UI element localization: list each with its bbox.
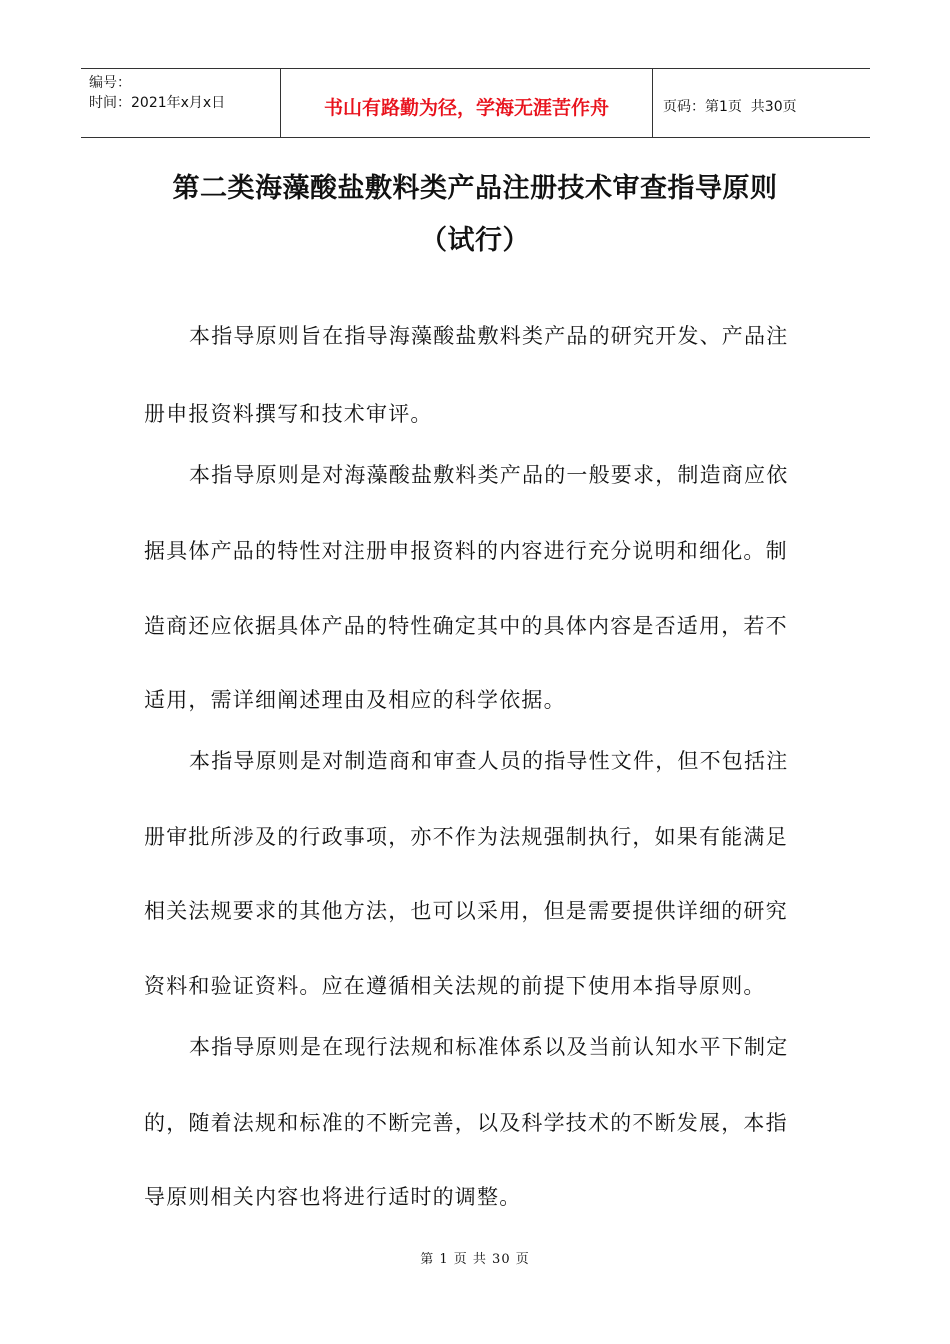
page-info-text: 页码：第1页 共30页 bbox=[663, 99, 797, 115]
serial-number-label: 编号： bbox=[89, 75, 131, 91]
paragraph-line: 据具体产品的特性对注册申报资料的内容进行充分说明和细化。制 bbox=[144, 539, 788, 563]
date-label: 时间：2021年x月x日 bbox=[89, 95, 226, 111]
document-subtitle: （试行） bbox=[420, 225, 530, 256]
paragraph-line: 导原则相关内容也将进行适时的调整。 bbox=[144, 1185, 522, 1209]
page-header bbox=[81, 68, 870, 138]
paragraph-line: 相关法规要求的其他方法，也可以采用，但是需要提供详细的研究 bbox=[144, 899, 788, 923]
page-footer: 第 1 页 共 30 页 bbox=[420, 1252, 530, 1267]
header-motto: 书山有路勤为径，学海无涯苦作舟 bbox=[281, 69, 653, 137]
paragraph-line: 册申报资料撰写和技术审评。 bbox=[144, 402, 433, 426]
paragraph-line: 本指导原则是在现行法规和标准体系以及当前认知水平下制定 bbox=[189, 1035, 789, 1059]
paragraph-line: 造商还应依据具体产品的特性确定其中的具体内容是否适用，若不 bbox=[144, 614, 788, 638]
paragraph-line: 适用，需详细阐述理由及相应的科学依据。 bbox=[144, 688, 566, 712]
document-title: 第二类海藻酸盐敷料类产品注册技术审查指导原则 bbox=[172, 173, 778, 204]
paragraph-line: 本指导原则是对海藻酸盐敷料类产品的一般要求，制造商应依 bbox=[189, 463, 789, 487]
paragraph-line: 本指导原则旨在指导海藻酸盐敷料类产品的研究开发、产品注 bbox=[189, 324, 789, 348]
paragraph-line: 册审批所涉及的行政事项，亦不作为法规强制执行，如果有能满足 bbox=[144, 825, 788, 849]
paragraph-line: 本指导原则是对制造商和审查人员的指导性文件，但不包括注 bbox=[189, 749, 789, 773]
paragraph-line: 的，随着法规和标准的不断完善，以及科学技术的不断发展，本指 bbox=[144, 1111, 788, 1135]
header-page-info bbox=[653, 69, 870, 137]
header-meta bbox=[81, 69, 281, 137]
paragraph-line: 资料和验证资料。应在遵循相关法规的前提下使用本指导原则。 bbox=[144, 974, 766, 998]
